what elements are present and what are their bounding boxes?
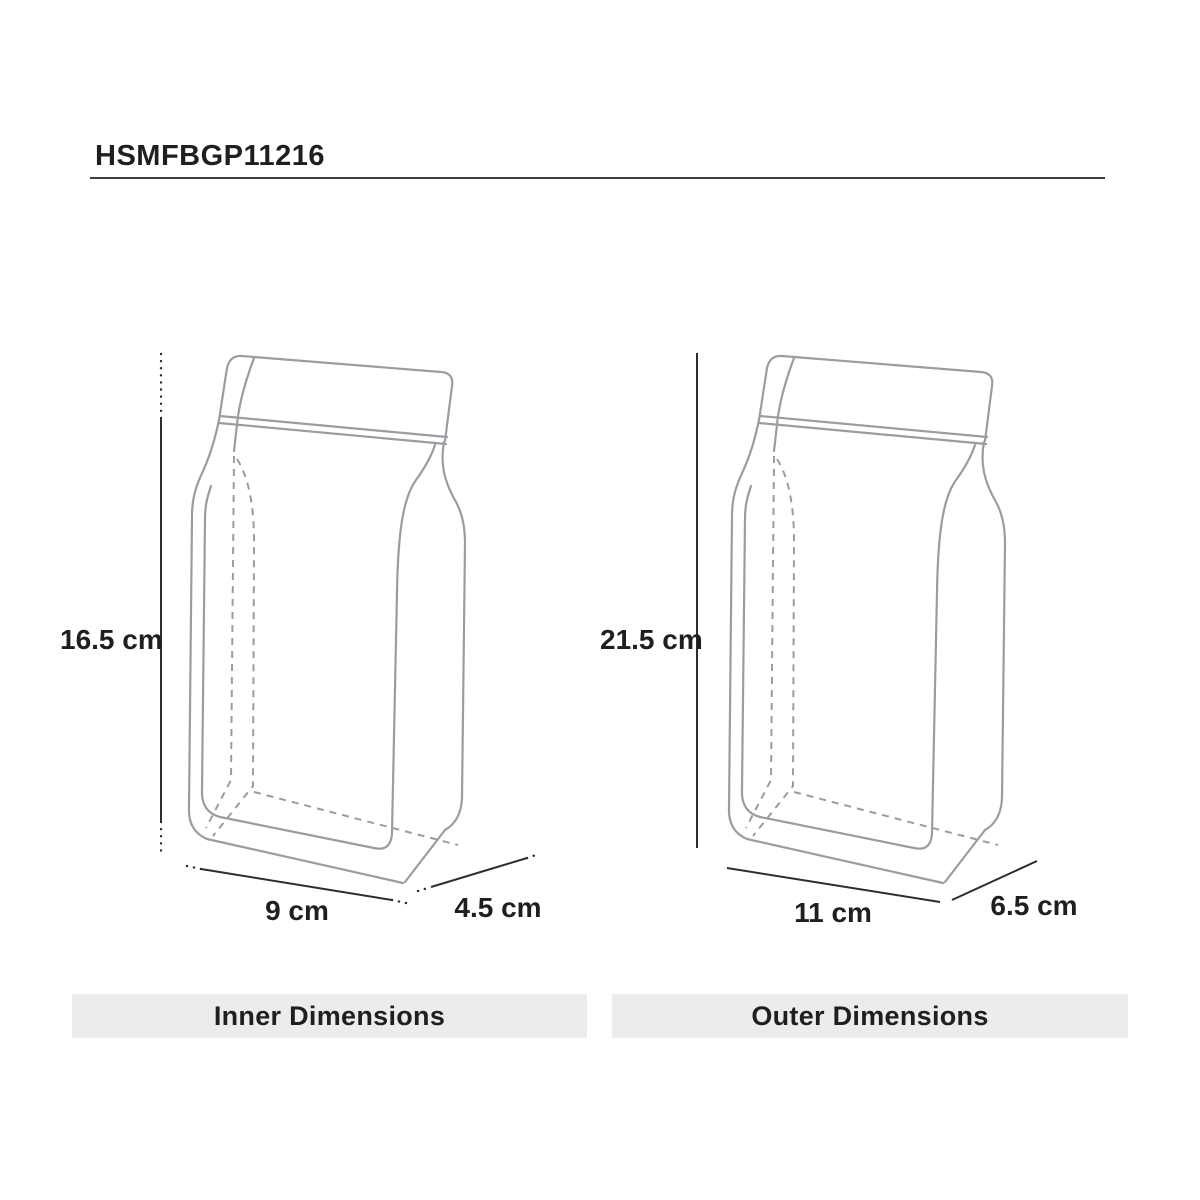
pouch-outline [729,356,1005,883]
depth-dimension-label: 6.5 cm [990,890,1078,921]
width-dimension-label: 11 cm [794,897,872,928]
height-dimension-label: 16.5 cm [60,624,163,655]
pouch-hidden-folds [206,456,458,845]
pouch-hidden-folds [746,456,998,845]
depth-dimension-label: 4.5 cm [454,892,542,923]
title-underline [90,177,1105,179]
figure-outer-dimensions [600,330,1160,1040]
figure-inner-dimensions [60,330,600,1040]
page-title: HSMFBGP11216 [95,140,326,172]
caption-inner-dimensions: Inner Dimensions [72,994,587,1038]
pouch-outline [189,356,465,883]
caption-outer-dimensions: Outer Dimensions [612,994,1128,1038]
height-dimension-label: 21.5 cm [600,624,703,655]
dimension-lines-inner [161,354,539,903]
width-dimension-label: 9 cm [265,895,329,926]
